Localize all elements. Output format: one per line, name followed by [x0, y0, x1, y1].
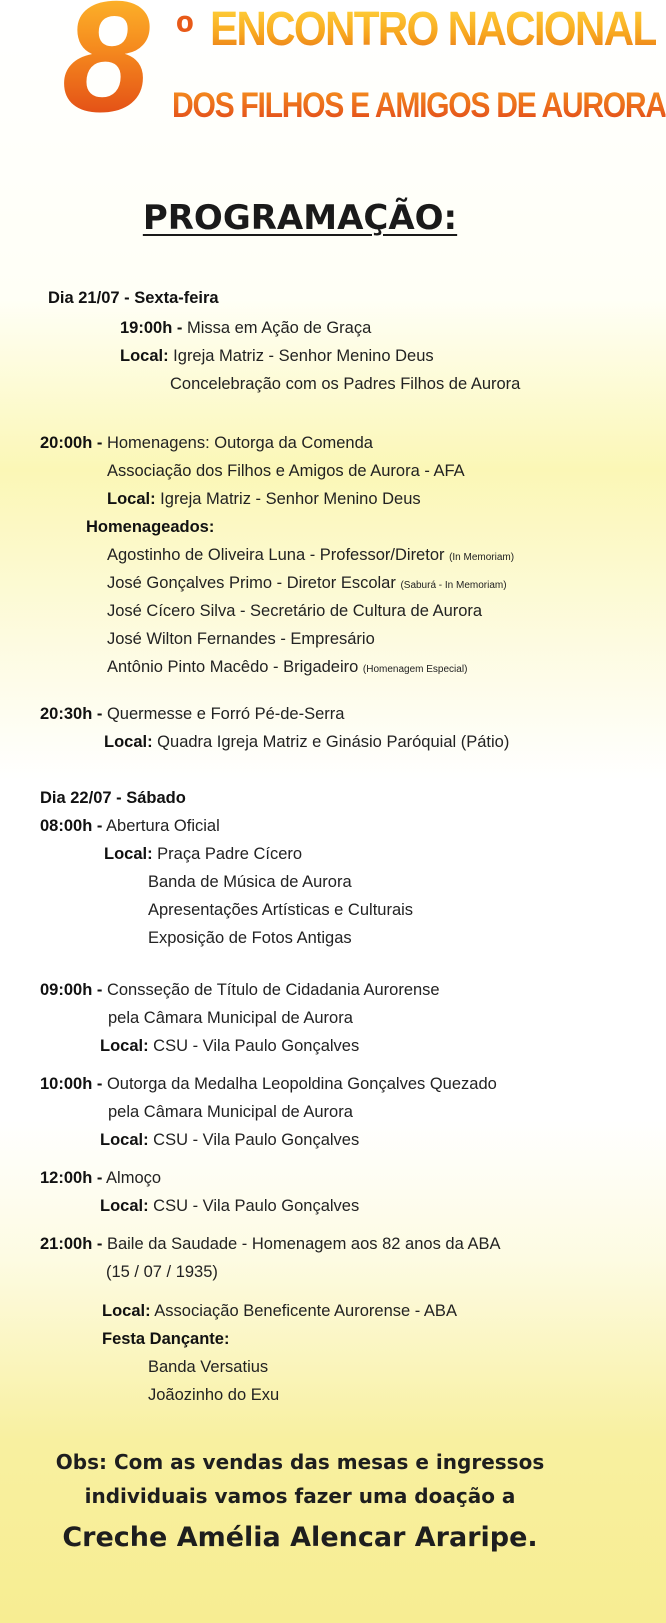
band-item: Banda Versatius — [148, 1358, 269, 1376]
event-detail: Concelebração com os Padres Filhos de Aurora — [170, 375, 521, 393]
event-medal: 10:00h - Outorga da Medalha Leopoldina Gonçalves Quezado — [40, 1075, 497, 1093]
event-location: Local: Associação Beneficente Aurorense - ABA — [102, 1302, 457, 1320]
event-location: Local: Praça Padre Cícero — [104, 845, 303, 863]
event-detail: (15 / 07 / 1935) — [106, 1263, 218, 1281]
obs-line: individuais vamos fazer uma doação a — [84, 1484, 516, 1508]
event-lunch: 12:00h - Almoço — [40, 1169, 162, 1187]
event-citizenship: 09:00h - Consseção de Título de Cidadania Aurorense — [40, 981, 440, 999]
program-title: PROGRAMAÇÃO: — [142, 198, 458, 238]
event-opening: 08:00h - Abertura Oficial — [40, 817, 220, 835]
event-detail: Associação dos Filhos e Amigos de Aurora - AFA — [107, 462, 465, 480]
event-ball: 21:00h - Baile da Saudade - Homenagem aos 82 anos da ABA — [40, 1235, 501, 1253]
day-heading: Dia 21/07 - Sexta-feira — [48, 289, 219, 307]
band-item: Joãozinho do Exu — [148, 1386, 280, 1404]
event-location: Local: Igreja Matriz - Senhor Menino Deus — [107, 490, 421, 508]
event-title-line1: ENCONTRO NACIONAL — [210, 3, 657, 56]
event-location: Local: Quadra Igreja Matriz e Ginásio Paróquial (Pátio) — [104, 733, 510, 751]
event-location: Local: CSU - Vila Paulo Gonçalves — [100, 1131, 360, 1149]
event-detail: pela Câmara Municipal de Aurora — [108, 1009, 353, 1027]
event-festival: 20:30h - Quermesse e Forró Pé-de-Serra — [40, 705, 345, 723]
beneficiary-name: Creche Amélia Alencar Araripe. — [62, 1522, 538, 1553]
event-location: Local: CSU - Vila Paulo Gonçalves — [100, 1197, 360, 1215]
honoree-item: Antônio Pinto Macêdo - Brigadeiro (Homenagem Especial) — [107, 658, 468, 676]
event-title-line2: DOS FILHOS E AMIGOS DE AURORA — [172, 86, 666, 125]
event-mass: 19:00h - Missa em Ação de Graça — [120, 319, 372, 337]
event-detail: pela Câmara Municipal de Aurora — [108, 1103, 353, 1121]
edition-number: 8 — [62, 0, 150, 136]
edition-ordinal: º — [176, 7, 194, 60]
event-location: Local: CSU - Vila Paulo Gonçalves — [100, 1037, 360, 1055]
event-location: Local: Igreja Matriz - Senhor Menino Deus — [120, 347, 434, 365]
event-detail: Apresentações Artísticas e Culturais — [148, 901, 414, 919]
event-detail: Banda de Música de Aurora — [148, 873, 352, 891]
honoree-item: José Cícero Silva - Secretário de Cultura de Aurora — [107, 602, 483, 620]
obs-line: Obs: Com as vendas das mesas e ingressos — [55, 1450, 545, 1474]
event-detail: Exposição de Fotos Antigas — [148, 929, 352, 947]
day-heading: Dia 22/07 - Sábado — [40, 789, 186, 807]
honoree-item: José Wilton Fernandes - Empresário — [107, 630, 375, 648]
honoree-item: José Gonçalves Primo - Diretor Escolar (Saburá - In Memoriam) — [107, 574, 507, 592]
dance-heading: Festa Dançante: — [102, 1330, 230, 1348]
honoree-item: Agostinho de Oliveira Luna - Professor/Diretor (In Memoriam) — [107, 546, 515, 564]
event-logo — [0, 0, 666, 150]
event-honors: 20:00h - Homenagens: Outorga da Comenda — [40, 434, 373, 452]
honorees-heading: Homenageados: — [86, 518, 215, 536]
